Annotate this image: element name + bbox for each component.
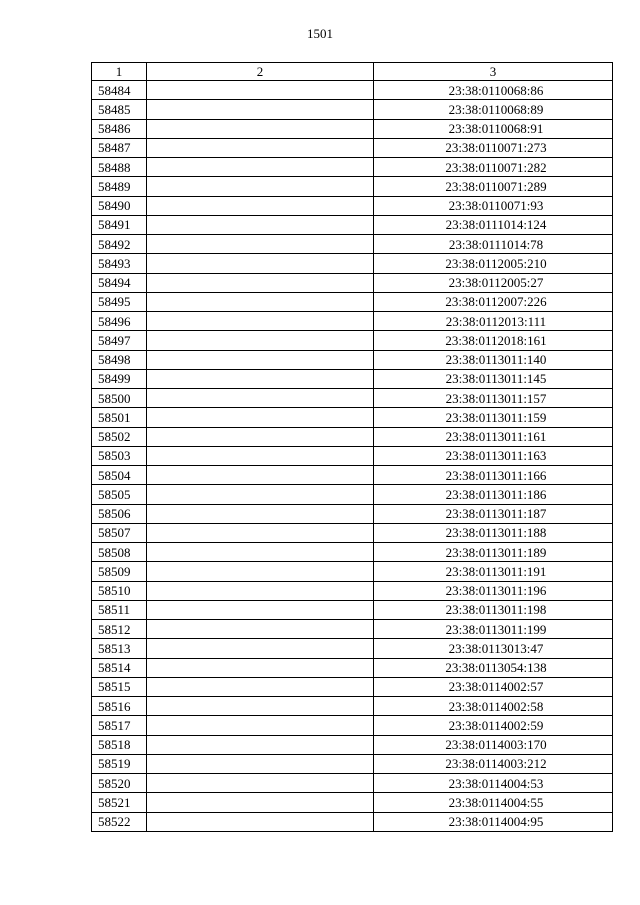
cadastral-number-cell: 23:38:0110071:273 [374,138,613,157]
row-empty-cell [147,812,374,831]
registry-table [91,62,613,832]
cadastral-number-cell: 23:38:0112018:161 [374,331,613,350]
table-row [92,812,613,831]
row-number-cell: 58506 [92,504,147,523]
row-number-cell: 58522 [92,812,147,831]
row-number-cell: 58489 [92,177,147,196]
cadastral-number-cell: 23:38:0114003:212 [374,754,613,773]
table-row [92,408,613,427]
row-empty-cell [147,562,374,581]
row-empty-cell [147,677,374,696]
row-empty-cell [147,215,374,234]
row-number-cell: 58493 [92,254,147,273]
table-body [92,81,613,832]
table-row [92,639,613,658]
row-number-cell: 58485 [92,100,147,119]
row-number-cell: 58492 [92,235,147,254]
cadastral-number-cell: 23:38:0110071:289 [374,177,613,196]
table-row [92,697,613,716]
row-empty-cell [147,697,374,716]
cadastral-number-cell: 23:38:0112007:226 [374,292,613,311]
row-number-cell: 58497 [92,331,147,350]
cadastral-number-cell: 23:38:0112005:27 [374,273,613,292]
row-empty-cell [147,485,374,504]
row-number-cell: 58500 [92,389,147,408]
row-empty-cell [147,716,374,735]
table-row [92,81,613,100]
table-row [92,292,613,311]
table-row [92,254,613,273]
row-number-cell: 58508 [92,543,147,562]
cadastral-number-cell: 23:38:0113011:196 [374,581,613,600]
row-empty-cell [147,774,374,793]
row-empty-cell [147,466,374,485]
cadastral-number-cell: 23:38:0111014:124 [374,215,613,234]
cadastral-number-cell: 23:38:0114004:55 [374,793,613,812]
cadastral-number-cell: 23:38:0112005:210 [374,254,613,273]
table-row [92,331,613,350]
row-number-cell: 58491 [92,215,147,234]
row-number-cell: 58519 [92,754,147,773]
row-empty-cell [147,119,374,138]
cadastral-number-cell: 23:38:0113011:161 [374,427,613,446]
table-row [92,350,613,369]
row-number-cell: 58495 [92,292,147,311]
table-header [92,63,613,81]
table-row [92,677,613,696]
column-header-1: 1 [92,63,147,81]
table-row [92,658,613,677]
cadastral-number-cell: 23:38:0110071:93 [374,196,613,215]
row-number-cell: 58494 [92,273,147,292]
cadastral-number-cell: 23:38:0113011:145 [374,369,613,388]
row-number-cell: 58502 [92,427,147,446]
row-empty-cell [147,735,374,754]
row-empty-cell [147,138,374,157]
table-row [92,446,613,465]
header-row [92,63,613,81]
table-row [92,196,613,215]
row-number-cell: 58486 [92,119,147,138]
row-empty-cell [147,504,374,523]
row-number-cell: 58484 [92,81,147,100]
row-number-cell: 58517 [92,716,147,735]
row-empty-cell [147,620,374,639]
row-number-cell: 58503 [92,446,147,465]
row-number-cell: 58501 [92,408,147,427]
row-empty-cell [147,427,374,446]
cadastral-number-cell: 23:38:0113011:163 [374,446,613,465]
table-row [92,158,613,177]
cadastral-number-cell: 23:38:0113011:188 [374,523,613,542]
table-row [92,600,613,619]
table-row [92,273,613,292]
page-number: 1501 [307,26,333,41]
row-empty-cell [147,292,374,311]
table-row [92,177,613,196]
table-row [92,620,613,639]
row-empty-cell [147,177,374,196]
row-empty-cell [147,639,374,658]
table-row [92,485,613,504]
cadastral-number-cell: 23:38:0113011:166 [374,466,613,485]
table-row [92,774,613,793]
table-row [92,312,613,331]
row-number-cell: 58513 [92,639,147,658]
row-empty-cell [147,543,374,562]
row-number-cell: 58514 [92,658,147,677]
row-empty-cell [147,331,374,350]
table-row [92,215,613,234]
row-number-cell: 58505 [92,485,147,504]
cadastral-number-cell: 23:38:0113011:189 [374,543,613,562]
table-row [92,504,613,523]
cadastral-number-cell: 23:38:0113054:138 [374,658,613,677]
table-row [92,562,613,581]
table-row [92,235,613,254]
row-number-cell: 58499 [92,369,147,388]
row-number-cell: 58504 [92,466,147,485]
cadastral-number-cell: 23:38:0113011:186 [374,485,613,504]
cadastral-number-cell: 23:38:0114002:57 [374,677,613,696]
row-empty-cell [147,273,374,292]
row-number-cell: 58496 [92,312,147,331]
row-empty-cell [147,350,374,369]
row-number-cell: 58510 [92,581,147,600]
cadastral-number-cell: 23:38:0113011:199 [374,620,613,639]
table-row [92,716,613,735]
cadastral-number-cell: 23:38:0113011:159 [374,408,613,427]
row-empty-cell [147,158,374,177]
table-row [92,466,613,485]
cadastral-number-cell: 23:38:0114004:53 [374,774,613,793]
table-row [92,389,613,408]
row-number-cell: 58512 [92,620,147,639]
table-row [92,543,613,562]
table-row [92,138,613,157]
row-number-cell: 58520 [92,774,147,793]
row-empty-cell [147,389,374,408]
row-number-cell: 58515 [92,677,147,696]
row-empty-cell [147,100,374,119]
cadastral-number-cell: 23:38:0110068:89 [374,100,613,119]
table-row [92,427,613,446]
cadastral-number-cell: 23:38:0113013:47 [374,639,613,658]
row-number-cell: 58521 [92,793,147,812]
row-number-cell: 58516 [92,697,147,716]
column-header-3: 3 [374,63,613,81]
cadastral-number-cell: 23:38:0113011:198 [374,600,613,619]
column-header-2: 2 [147,63,374,81]
table-row [92,119,613,138]
row-empty-cell [147,754,374,773]
table-row [92,369,613,388]
row-number-cell: 58511 [92,600,147,619]
row-number-cell: 58487 [92,138,147,157]
row-empty-cell [147,581,374,600]
row-empty-cell [147,196,374,215]
row-number-cell: 58488 [92,158,147,177]
table-row [92,100,613,119]
table-row [92,581,613,600]
row-empty-cell [147,600,374,619]
row-empty-cell [147,81,374,100]
row-number-cell: 58490 [92,196,147,215]
table-row [92,735,613,754]
row-empty-cell [147,254,374,273]
cadastral-number-cell: 23:38:0114004:95 [374,812,613,831]
table-row [92,754,613,773]
row-empty-cell [147,408,374,427]
cadastral-number-cell: 23:38:0110071:282 [374,158,613,177]
cadastral-number-cell: 23:38:0110068:86 [374,81,613,100]
row-empty-cell [147,793,374,812]
row-empty-cell [147,369,374,388]
cadastral-number-cell: 23:38:0112013:111 [374,312,613,331]
row-empty-cell [147,446,374,465]
row-number-cell: 58507 [92,523,147,542]
row-empty-cell [147,658,374,677]
cadastral-number-cell: 23:38:0113011:157 [374,389,613,408]
table-row [92,523,613,542]
row-empty-cell [147,235,374,254]
row-empty-cell [147,523,374,542]
cadastral-number-cell: 23:38:0110068:91 [374,119,613,138]
cadastral-number-cell: 23:38:0113011:187 [374,504,613,523]
cadastral-number-cell: 23:38:0113011:191 [374,562,613,581]
cadastral-number-cell: 23:38:0111014:78 [374,235,613,254]
table-row [92,793,613,812]
cadastral-number-cell: 23:38:0114002:59 [374,716,613,735]
row-empty-cell [147,312,374,331]
cadastral-number-cell: 23:38:0114003:170 [374,735,613,754]
row-number-cell: 58498 [92,350,147,369]
cadastral-number-cell: 23:38:0113011:140 [374,350,613,369]
row-number-cell: 58509 [92,562,147,581]
row-number-cell: 58518 [92,735,147,754]
cadastral-number-cell: 23:38:0114002:58 [374,697,613,716]
